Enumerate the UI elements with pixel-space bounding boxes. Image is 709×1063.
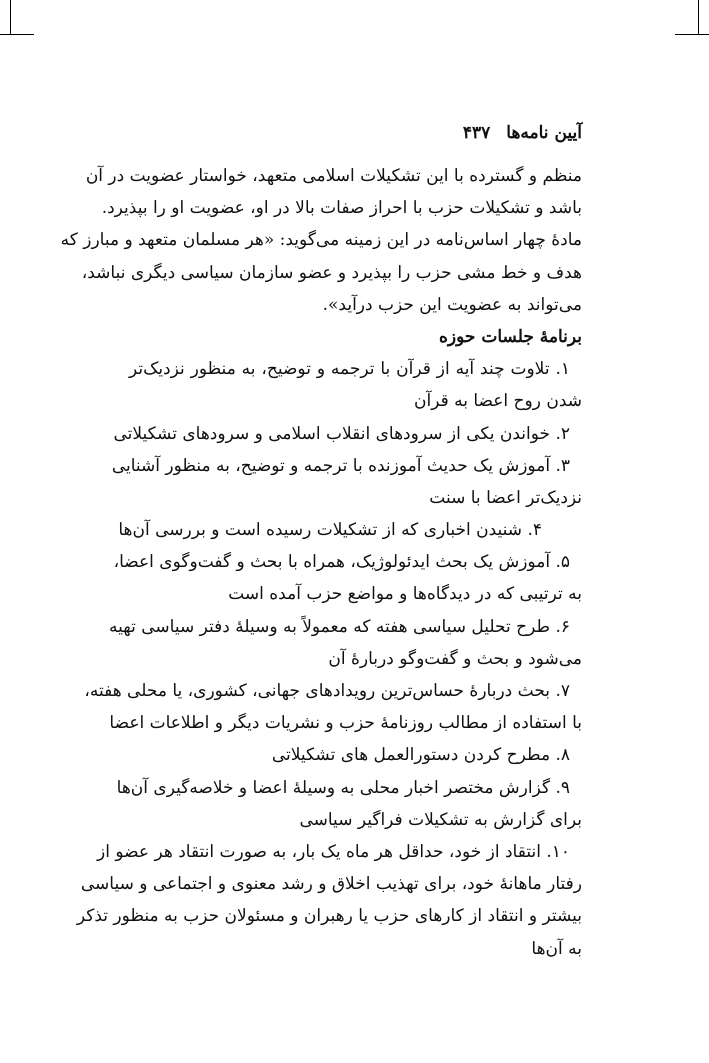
list-item-continuation: به آن‌ها (531, 938, 582, 959)
list-item-continuation: رفتار ماهانهٔ خود، برای تهذیب اخلاق و رشد معنوی و اجتماعی و سیاسی (80, 874, 582, 895)
crop-mark-top-right-horizontal (675, 34, 709, 35)
list-item: ۸. مطرح کردن دستورالعمل های تشکیلاتی (271, 745, 570, 766)
crop-mark-top-left-horizontal (0, 34, 34, 35)
list-item: ۹. گزارش مختصر اخبار محلی به وسیلهٔ اعضا و خلاصه‌گیری آن‌ها (116, 777, 570, 798)
list-item-continuation: با استفاده از مطالب روزنامهٔ حزب و نشریات دیگر و اطلاعات اعضا (109, 713, 582, 734)
list-item: ۶. طرح تحلیل سیاسی هفته که معمولاً به وسیلهٔ دفتر سیاسی تهیه (109, 616, 570, 637)
list-item: ۵. آموزش یک بحث ایدئولوژیک، همراه با بحث و گفت‌وگوی اعضا، (113, 552, 570, 573)
list-item: ۱. تلاوت چند آیه از قرآن با ترجمه و توضیح، به منظور نزدیک‌تر (129, 359, 570, 380)
list-item: ۱۰. انتقاد از خود، حداقل هر ماه یک بار، به صورت انتقاد هر عضو از (97, 841, 570, 862)
crop-mark-top-left-vertical (10, 0, 11, 34)
list-item-continuation: بیشتر و انتقاد از کارهای حزب یا رهبران و مسئولان حزب به منظور تذکر (76, 906, 582, 927)
page-number: ۴۳۷ (462, 123, 491, 143)
running-head-title: آیین نامه‌ها (506, 123, 582, 143)
text-line: هدف و خط مشی حزب را بپذیرد و عضو سازمان سیاسی دیگری نباشد، (81, 262, 582, 283)
list-item: ۴. شنیدن اخباری که از تشکیلات رسیده است و بررسی آن‌ها (118, 520, 542, 541)
text-line: مادهٔ چهار اساس‌نامه در این زمینه می‌گوید: «هر مسلمان متعهد و مبارز که (60, 230, 582, 251)
list-item-continuation: شدن روح اعضا به قرآن (413, 391, 582, 412)
text-line: باشد و تشکیلات حزب با احراز صفات بالا در او، عضویت او را بپذیرد. (101, 198, 582, 219)
list-item-continuation: نزدیک‌تر اعضا با سنت (429, 487, 582, 508)
list-item-continuation: به ترتیبی که در دیدگاه‌ها و مواضع حزب آمده است (228, 584, 582, 605)
list-item-continuation: می‌شود و بحث و گفت‌وگو دربارهٔ آن (328, 648, 582, 669)
body-text (60, 160, 582, 965)
crop-mark-top-right-vertical (698, 0, 699, 34)
section-heading: برنامهٔ جلسات حوزه (439, 326, 582, 347)
list-item: ۳. آموزش یک حدیث آموزنده با ترجمه و توضیح، به منظور آشنایی (111, 455, 570, 476)
text-line: منظم و گسترده با این تشکیلات اسلامی متعهد، خواستار عضویت در آن (85, 166, 582, 186)
list-item: ۷. بحث دربارهٔ حساس‌ترین رویدادهای جهانی، کشوری، یا محلی هفته، (84, 681, 570, 701)
text-line: می‌تواند به عضویت این حزب درآید». (322, 294, 582, 315)
list-item: ۲. خواندن یکی از سرودهای انقلاب اسلامی و سرودهای تشکیلاتی (113, 423, 570, 444)
running-head (463, 118, 582, 148)
list-item-continuation: برای گزارش به تشکیلات فراگیر سیاسی (299, 809, 582, 830)
